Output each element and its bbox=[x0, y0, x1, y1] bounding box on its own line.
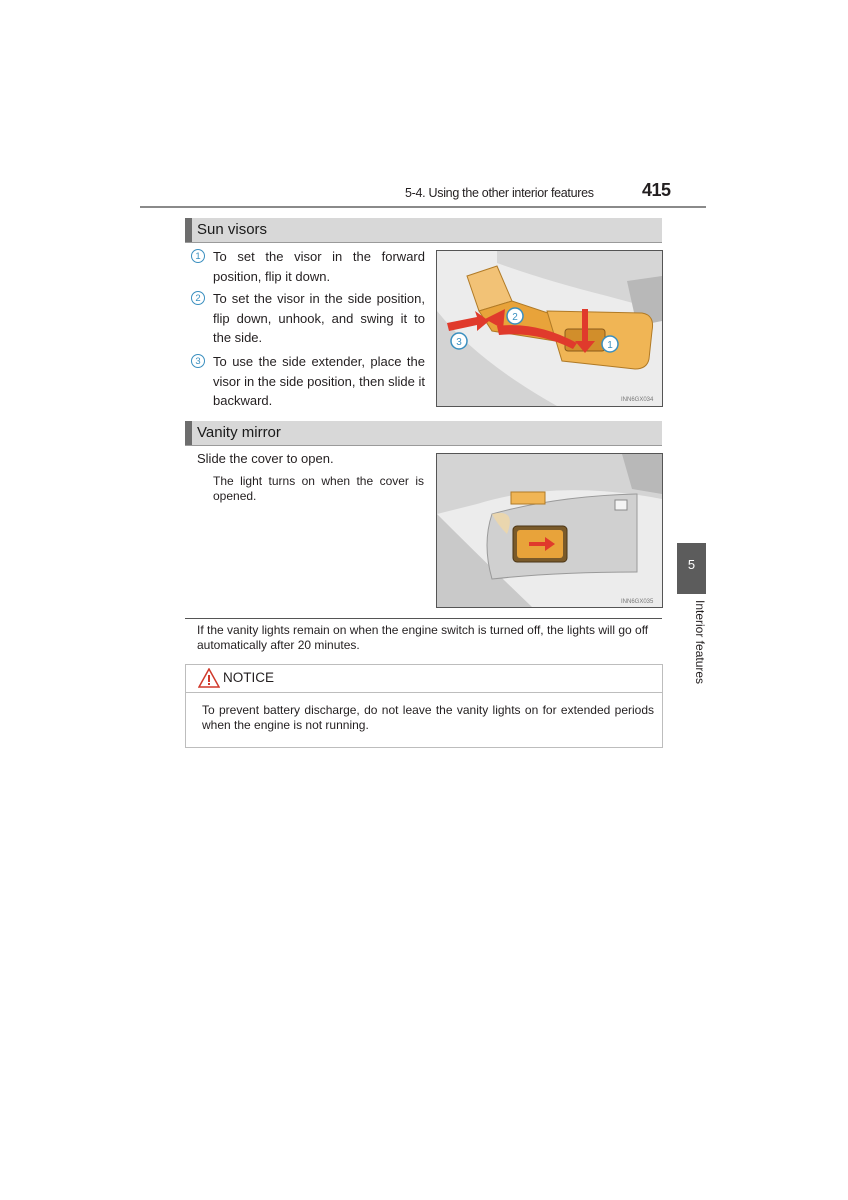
section-bar-sun-visors bbox=[185, 218, 662, 243]
section-bar-marker bbox=[185, 421, 192, 445]
instruction-text: Slide the cover to open. bbox=[197, 451, 334, 466]
figure-callout: 2 bbox=[512, 312, 518, 323]
running-header-section: 5-4. Using the other interior features bbox=[405, 186, 594, 200]
header-rule bbox=[140, 206, 706, 208]
warning-triangle-icon bbox=[198, 668, 220, 688]
step-text: To set the visor in the forward position, flip it down. bbox=[213, 249, 425, 284]
figure-callout: 3 bbox=[456, 337, 462, 348]
section-title: Sun visors bbox=[197, 221, 268, 238]
info-text: If the vanity lights remain on when the engine switch is turned off, the lights will go off automatically after 20 minutes. bbox=[197, 623, 649, 652]
notice-box bbox=[185, 664, 663, 748]
sun-visor-illustration bbox=[436, 250, 663, 407]
figure-code: INN6GX035 bbox=[621, 599, 654, 605]
page-number: 415 bbox=[642, 180, 671, 200]
note-text: The light turns on when the cover is opened. bbox=[213, 474, 424, 503]
step-item bbox=[191, 289, 425, 348]
step-text: To use the side extender, place the visor in the side position, then slide it backward. bbox=[213, 354, 425, 408]
chapter-tab-label: Interior features bbox=[693, 600, 707, 685]
step-item bbox=[191, 247, 425, 286]
section-title: Vanity mirror bbox=[197, 424, 281, 441]
step-item bbox=[191, 352, 425, 411]
figure-callout: 1 bbox=[607, 340, 613, 351]
notice-body: To prevent battery discharge, do not leave the vanity lights on for extended periods when the engine is not running. bbox=[202, 703, 654, 732]
section-bar-marker bbox=[185, 218, 192, 242]
info-rule bbox=[185, 618, 662, 619]
section-bar-vanity-mirror bbox=[185, 421, 662, 446]
step-number-badge: 2 bbox=[191, 291, 205, 305]
step-text: To set the visor in the side position, flip down, unhook, and swing it to the side. bbox=[213, 291, 425, 345]
chapter-tab-number: 5 bbox=[677, 543, 706, 594]
step-number-badge: 1 bbox=[191, 249, 205, 263]
vanity-mirror-illustration bbox=[436, 453, 663, 608]
figure-code: INN6GX034 bbox=[621, 397, 654, 403]
notice-title: NOTICE bbox=[223, 670, 275, 685]
step-number-badge: 3 bbox=[191, 354, 205, 368]
notice-header bbox=[186, 665, 662, 693]
